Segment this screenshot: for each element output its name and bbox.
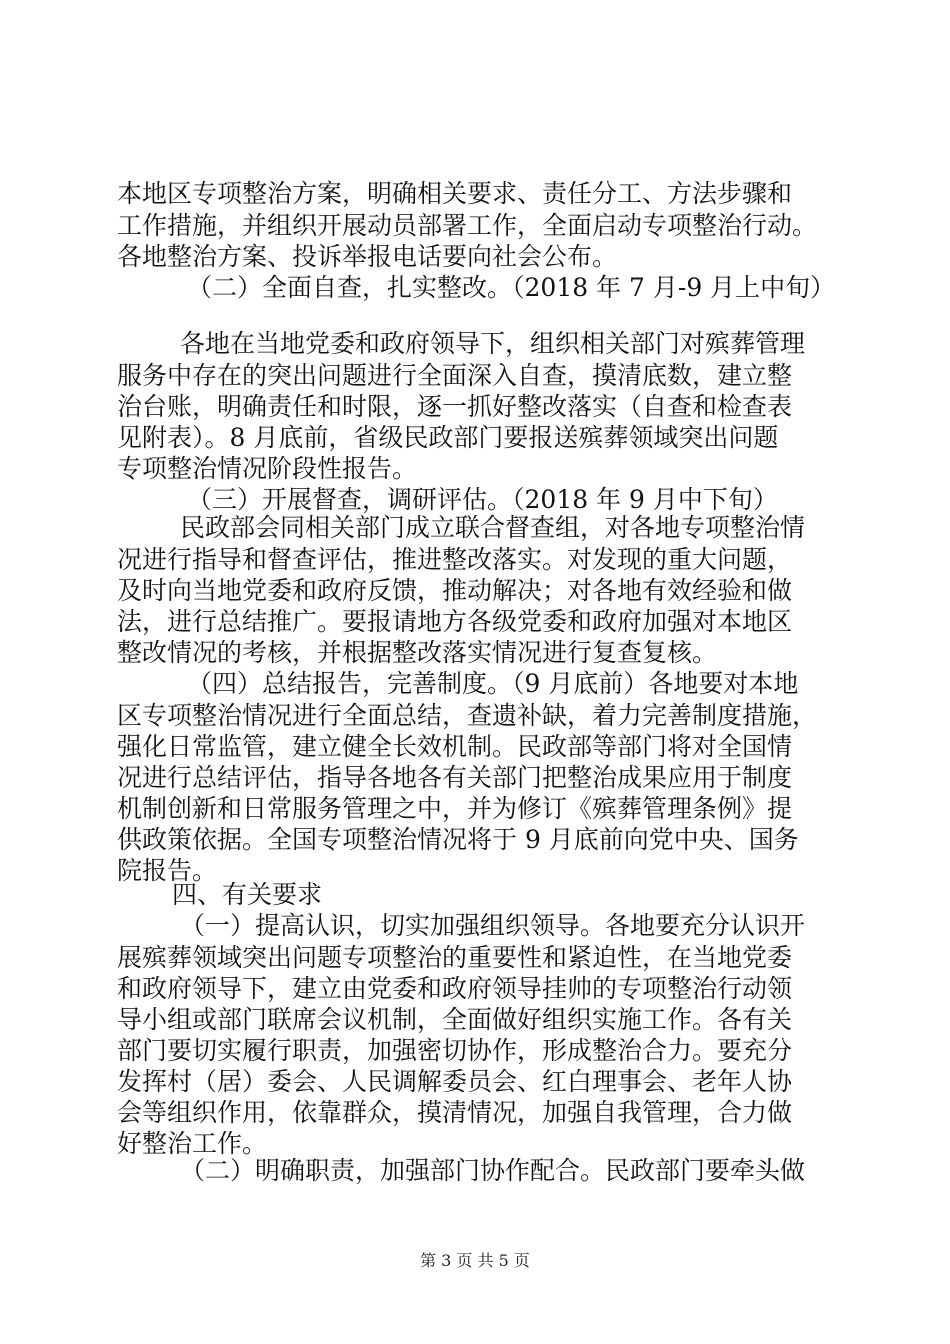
body-text-line: 工作措施，并组织开展动员部署工作，全面启动专项整治行动。 xyxy=(117,211,818,240)
body-text-line: 各地在当地党委和政府领导下，组织相关部门对殡葬管理 xyxy=(180,329,806,358)
body-text-line: 本地区专项整治方案，明确相关要求、责任分工、方法步骤和 xyxy=(117,179,793,208)
body-text-line: 部门要切实履行职责，加强密切协作，形成整治合力。要充分 xyxy=(117,1036,793,1065)
body-text-line: 况进行总结评估，指导各地各有关部门把整治成果应用于制度 xyxy=(117,763,793,792)
chapter-heading: 四、有关要求 xyxy=(172,880,323,909)
body-text-line: 专项整治情况阶段性报告。 xyxy=(117,454,418,483)
body-text-line: 服务中存在的突出问题进行全面深入自查，摸清底数，建立整 xyxy=(117,361,793,390)
body-text-line: 和政府领导下，建立由党委和政府领导挂帅的专项整治行动领 xyxy=(117,974,793,1003)
body-text-line: 会等组织作用，依靠群众，摸清情况，加强自我管理，合力做 xyxy=(117,1098,793,1127)
page-number-footer: 第 3 页 共 5 页 xyxy=(420,1251,530,1270)
body-text-line: 发挥村（居）委会、人民调解委员会、红白理事会、老年人协 xyxy=(117,1067,793,1096)
body-text-line: 机制创新和日常服务管理之中，并为修订《殡葬管理条例》提 xyxy=(117,794,793,823)
body-text-line: 民政部会同相关部门成立联合督查组，对各地专项整治情 xyxy=(180,513,806,542)
body-text-line: 区专项整治情况进行全面总结，查遗补缺，着力完善制度措施， xyxy=(117,701,818,730)
body-text-line: 见附表）。8 月底前，省级民政部门要报送殡葬领域突出问题 xyxy=(117,423,779,452)
body-text-line: 法，进行总结推广。要报请地方各级党委和政府加强对本地区 xyxy=(117,607,793,636)
body-text-line: 导小组或部门联席会议机制，全面做好组织实施工作。各有关 xyxy=(117,1005,793,1034)
section-heading: （二）全面自查，扎实整改。（2018 年 7 月-9 月上中旬） xyxy=(187,273,836,302)
body-text-line: 院报告。 xyxy=(117,856,218,885)
body-text-line: 展殡葬领域突出问题专项整治的重要性和紧迫性，在当地党委 xyxy=(117,943,793,972)
body-text-line: 况进行指导和督查评估，推进整改落实。对发现的重大问题， xyxy=(117,545,793,574)
section-heading: （一）提高认识，切实加强组织领导。各地要充分认识开 xyxy=(180,911,806,940)
body-text-line: 治台账，明确责任和时限，逐一抓好整改落实（自查和检查表 xyxy=(117,392,793,421)
body-text-line: 好整治工作。 xyxy=(117,1129,268,1158)
section-heading: （三）开展督查，调研评估。（2018 年 9 月中下旬） xyxy=(187,485,778,514)
section-heading: （四）总结报告，完善制度。（9 月底前）各地要对本地 xyxy=(187,669,799,698)
body-text-line: 及时向当地党委和政府反馈，推动解决；对各地有效经验和做 xyxy=(117,576,793,605)
section-heading: （二）明确职责，加强部门协作配合。民政部门要牵头做 xyxy=(180,1156,806,1185)
body-text-line: 供政策依据。全国专项整治情况将于 9 月底前向党中央、国务 xyxy=(117,825,799,854)
body-text-line: 整改情况的考核，并根据整改落实情况进行复查复核。 xyxy=(117,638,718,667)
body-text-line: 强化日常监管，建立健全长效机制。民政部等部门将对全国情 xyxy=(117,732,793,761)
body-text-line: 各地整治方案、投诉举报电话要向社会公布。 xyxy=(117,242,618,271)
